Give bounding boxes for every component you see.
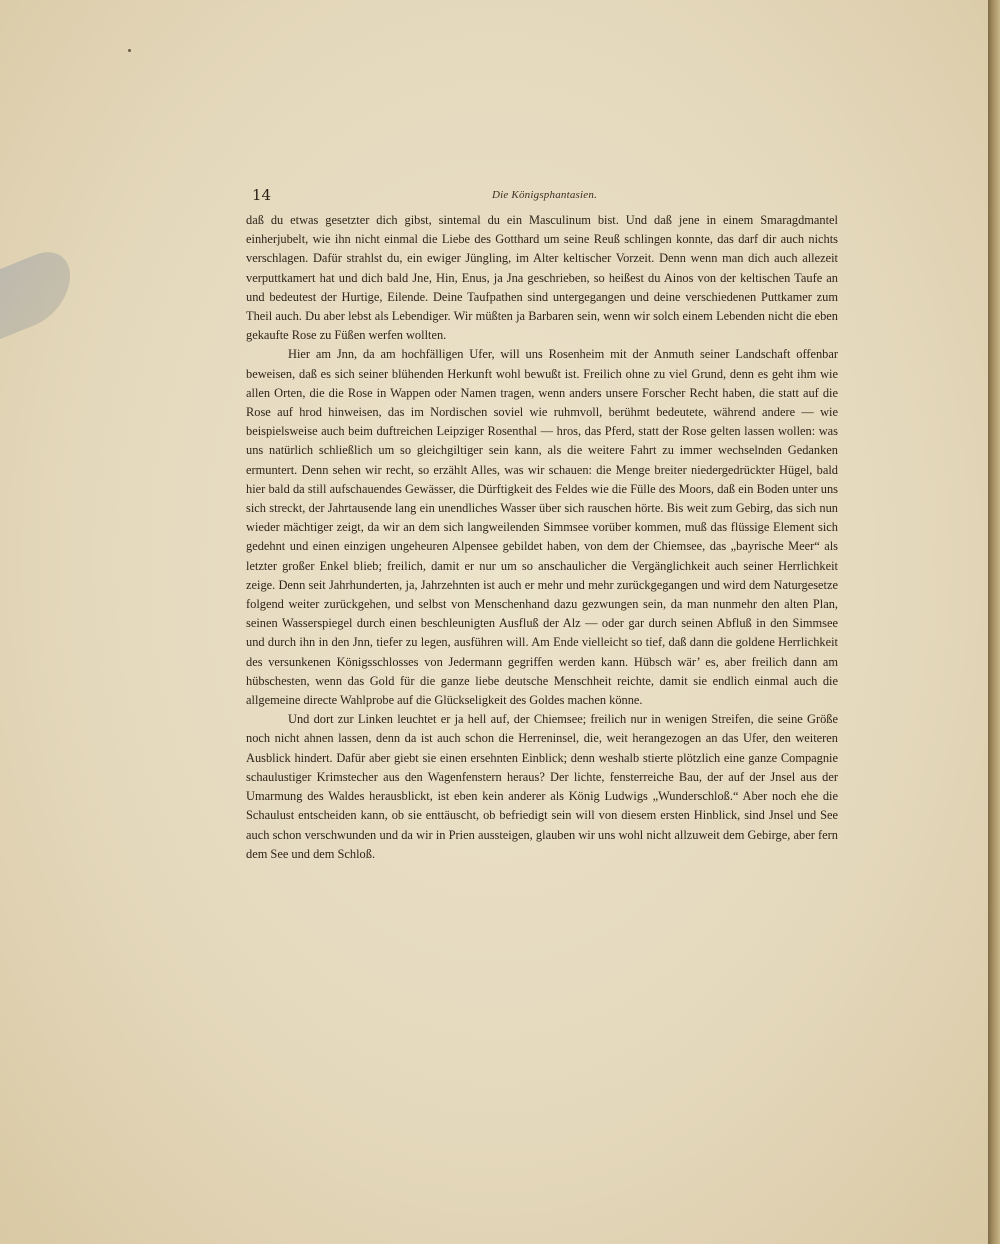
- body-text: [246, 211, 838, 864]
- paragraph-2: Hier am Jnn, da am hochfälligen Ufer, will uns Rosenheim mit der Anmuth seiner Landschaft offenbar beweisen, daß es sich seiner blühenden Herkunft wohl bewußt ist. Freilich ohne zu viel Grund, denn es geht ihm wie allen Orten, die die Rose in Wappen oder Namen tragen, wenn anders unsere Forscher Recht haben, die statt auf die Rose auf hrod hinweisen, das im Nordischen soviel wie ruhmvoll, berühmt bedeutete, während andere — wie beispielsweise auch beim duftreichen Leipziger Rosenthal — hros, das Pferd, statt der Rose gelten lassen wollen: was uns natürlich schließlich um so gleichgiltiger sein kann, als die weitere Fahrt zu immer wechselnden Gedanken ermuntert. Denn sehen wir recht, so erzählt Alles, was wir schauen: die Menge breiter niedergedrückter Hügel, bald hier bald da still aufschauendes Gewässer, die Dürftigkeit des Feldes wie die Fülle des Moors, daß ein Boden unter uns sich streckt, der Jahrtausende lang ein unendliches Wasser über sich rauschen hörte. Bis weit zum Gebirg, das sich nun wieder mächtiger zeigt, da wir an dem sich langweilenden Simmsee vorüber kommen, muß das flüssige Element sich gedehnt und einen einzigen ungeheuren Alpensee gebildet haben, von dem der Chiemsee, das „bayrische Meer“ als letzter großer Enkel blieb; freilich, damit er nur um so anschaulicher die Vergänglichkeit auch seiner Herrlichkeit zeige. Denn seit Jahrhunderten, ja, Jahrzehnten ist auch er mehr und mehr zurückgegangen und wird dem Naturgesetze folgend weiter zurückgehen, und selbst von Menschenhand dazu gezwungen sein, da man nunmehr den alten Plan, seinen Wasserspiegel durch einen beschleunigten Ausfluß der Alz — oder gar durch seinen Abfluß in den Simmsee und durch ihn in den Jnn, tiefer zu legen, ausführen will. Am Ende vielleicht so tief, daß dann die goldene Herrlichkeit des versunkenen Königsschlosses von Jedermann gegriffen werden kann. Hübsch wär’ es, aber freilich dann am hübschesten, wenn das Gold für die ganze liebe deutsche Menschheit reichte, damit sie endlich einmal auch die allgemeine directe Wahlprobe auf die Glückseligkeit des Goldes machen könne.: [246, 347, 838, 708]
- paper-speck: [128, 49, 131, 52]
- paragraph-3: Und dort zur Linken leuchtet er ja hell auf, der Chiemsee; freilich nur in wenigen Streifen, die seine Größe noch nicht ahnen lassen, denn da ist auch schon die Herreninsel, die, weit herangezogen an das Ufer, den weiteren Ausblick hindert. Dafür aber giebt sie einen ersehnten Einblick; denn weshalb stierte plötzlich eine ganze Compagnie schaulustiger Krimstecher aus den Wagenfenstern heraus? Der lichte, fensterreiche Bau, der auf der Jnsel aus der Umarmung des Waldes herausblickt, ist eben kein anderer als König Ludwigs „Wunderschloß.“ Aber noch ehe die Schaulust entscheiden kann, ob sie enttäuscht, ob befriedigt sein will von diesem ersten Hinblick, sind Jnsel und See auch schon verschwunden und da wir in Prien aussteigen, glauben wir uns wohl nicht allzuweit dem Gebirge, aber fern dem See und dem Schloß.: [246, 712, 838, 861]
- running-title: Die Königsphantasien.: [492, 189, 598, 201]
- page-number: 14: [252, 186, 272, 204]
- page-edge: [988, 0, 1000, 1244]
- page-header: [252, 186, 832, 208]
- paragraph-1: daß du etwas gesetzter dich gibst, sintemal du ein Masculinum bist. Und daß jene in einem Smaragdmantel einherjubelt, wie ihn nicht einmal die Liebe des Gotthard um seine Reuß schlingen konnte, das darf dir auch nichts verschlagen. Dafür strahlst du, ein ewiger Jüngling, im Alter keltischer Vorzeit. Denn wenn man dich auch allezeit verputtkamert hat und dich bald Jne, Hin, Enus, ja Jna geschrieben, so heißest du Ainos von der keltischen Taufe an und bedeutest der Hurtige, Eilende. Deine Taufpathen sind untergegangen und deine verschiedenen Puttkamer zum Theil auch. Du aber lebst als Lebendiger. Wir müßten ja Barbaren sein, wenn wir solch einem Lebenden nicht die eben gekaufte Rose zu Füßen werfen wollten.: [246, 213, 838, 343]
- page-tab-shadow: [0, 241, 70, 339]
